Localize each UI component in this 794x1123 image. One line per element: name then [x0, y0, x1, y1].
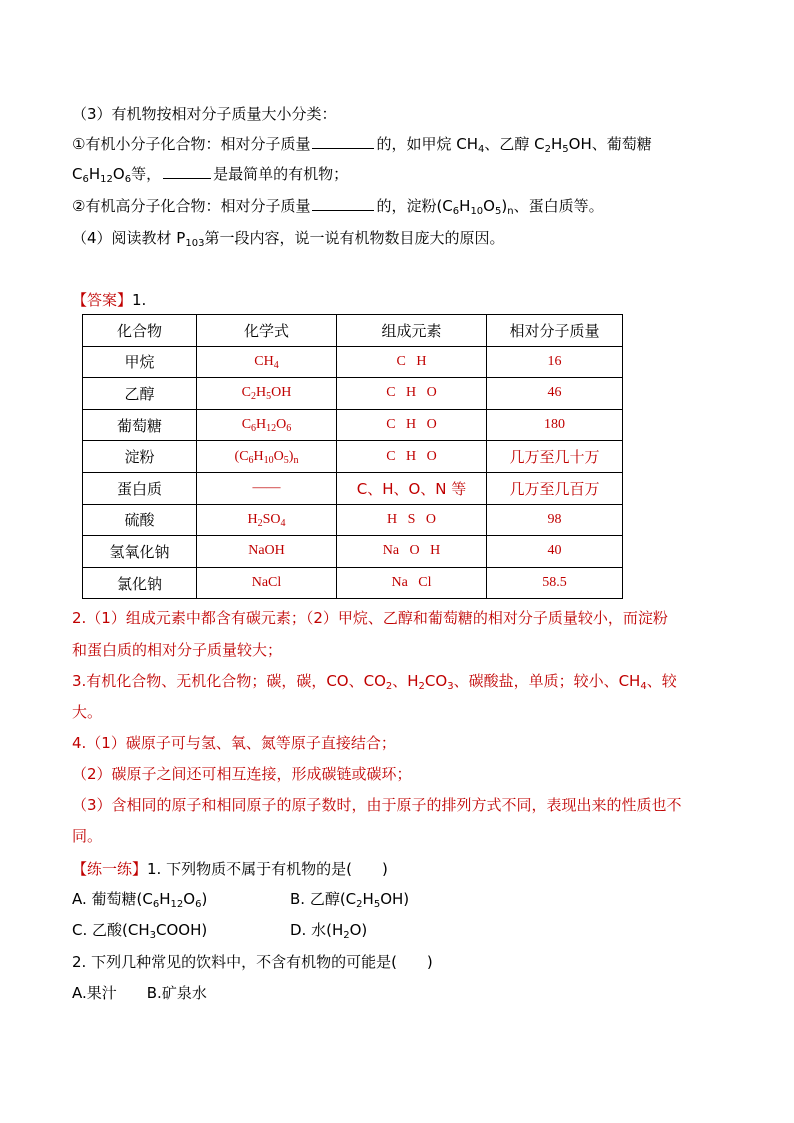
option-a[interactable]: A. 葡萄糖$(C_6H_{12}O_6)$	[72, 890, 208, 910]
mass-cell: 几万至几十万	[487, 441, 623, 473]
mass-cell: 58.5	[487, 567, 623, 599]
compound-name: 硫酸	[83, 504, 197, 536]
answer-2-line1: 2.（1）组成元素中都含有碳元素；（2）甲烷、乙醇和葡萄糖的相对分子质量较小，而淀粉	[72, 609, 668, 627]
answer-3-line1: 3.有机化合物、无机化合物；碳，碳，CO、$CO_2$、$H_2CO_3$、碳酸盐，单质；较小、$CH_4$、较	[72, 672, 677, 692]
elements-cell: H S O	[337, 504, 487, 536]
mass-cell: 46	[487, 378, 623, 410]
elements-cell: Na O H	[337, 536, 487, 568]
answer-blank[interactable]	[312, 196, 374, 211]
mass-cell: 98	[487, 504, 623, 536]
practice-q2: 2. 下列几种常见的饮料中，不含有机物的可能是( )	[72, 953, 433, 971]
practice-q2-options[interactable]: A.果汁 B.矿泉水	[72, 984, 207, 1002]
answer-4-1: 4.（1）碳原子可与氢、氧、氮等原子直接结合；	[72, 734, 396, 752]
compound-name: 蛋白质	[83, 472, 197, 504]
formula-cell: $C_6H_{12}O_6$	[197, 409, 337, 441]
table-row	[83, 441, 623, 473]
mass-cell: 16	[487, 346, 623, 378]
table-header: 化合物	[83, 315, 197, 347]
elements-cell: C H O	[337, 378, 487, 410]
table-row	[83, 409, 623, 441]
compound-name: 氯化钠	[83, 567, 197, 599]
elements-cell: C、H、O、N 等	[337, 472, 487, 504]
elements-cell: C H	[337, 346, 487, 378]
table-row	[83, 504, 623, 536]
option-b[interactable]: B. 乙醇$(C_2H_5OH)$	[290, 890, 410, 910]
mass-cell: 几万至几百万	[487, 472, 623, 504]
answer-2-line2: 和蛋白质的相对分子质量较大；	[72, 641, 283, 659]
table-row	[83, 536, 623, 568]
elements-cell: C H O	[337, 441, 487, 473]
practice-q1: 【练一练】1. 下列物质不属于有机物的是( )	[72, 860, 388, 878]
formula-cell: $C_2H_5OH$	[197, 378, 337, 410]
answer-blank[interactable]	[312, 134, 374, 149]
formula-cell: $(C_6H_{10}O_5)_n$	[197, 441, 337, 473]
answer-3-line2: 大。	[72, 703, 103, 721]
table-row	[83, 472, 623, 504]
compound-name: 葡萄糖	[83, 409, 197, 441]
formula-cell: NaOH	[197, 536, 337, 568]
formula-cell: ——	[197, 472, 337, 504]
answer-heading: 【答案】1.	[72, 291, 147, 309]
table-row	[83, 346, 623, 378]
part3-heading: （3）有机物按相对分子质量大小分类：	[72, 105, 337, 123]
part3-item1-line2: $C_6H_{12}O_6$等， 是最简单的有机物；	[72, 165, 349, 185]
part3-item1: ①有机小分子化合物：相对分子质量 的，如甲烷 $CH_4$、乙醇 $C_2H_5OH$、葡萄糖	[72, 135, 652, 155]
compound-name: 氢氧化钠	[83, 536, 197, 568]
formula-cell: $CH_4$	[197, 346, 337, 378]
table-row	[83, 378, 623, 410]
formula-cell: NaCl	[197, 567, 337, 599]
answer-4-3-line1: （3）含相同的原子和相同原子的原子数时，由于原子的排列方式不同，表现出来的性质也不	[72, 796, 682, 814]
part4-question: （4）阅读教材 $P_{103}$第一段内容，说一说有机物数目庞大的原因。	[72, 229, 505, 249]
compound-name: 甲烷	[83, 346, 197, 378]
table-row	[83, 567, 623, 599]
compound-name: 淀粉	[83, 441, 197, 473]
part3-item2: ②有机高分子化合物：相对分子质量 的，淀粉$(C_6H_{10}O_5)_n$、蛋白质等。	[72, 197, 604, 217]
answer-4-3-line2: 同。	[72, 827, 103, 845]
practice-q1-options-cd	[72, 920, 367, 940]
mass-cell: 40	[487, 536, 623, 568]
answer-4-2: （2）碳原子之间还可相互连接，形成碳链或碳环；	[72, 765, 412, 783]
compound-name: 乙醇	[83, 378, 197, 410]
elements-cell: C H O	[337, 409, 487, 441]
elements-cell: Na Cl	[337, 567, 487, 599]
option-d[interactable]: D. 水$(H_2O)$	[290, 921, 368, 941]
table-header: 化学式	[197, 315, 337, 347]
answer-blank[interactable]	[163, 164, 211, 179]
answer-table	[82, 314, 623, 599]
mass-cell: 180	[487, 409, 623, 441]
formula-cell: $H_2SO_4$	[197, 504, 337, 536]
table-header: 相对分子质量	[487, 315, 623, 347]
table-header-row	[83, 315, 623, 347]
table-header: 组成元素	[337, 315, 487, 347]
option-c[interactable]: C. 乙酸$(CH_3COOH)$	[72, 921, 208, 941]
practice-q1-options-ab	[72, 889, 409, 909]
